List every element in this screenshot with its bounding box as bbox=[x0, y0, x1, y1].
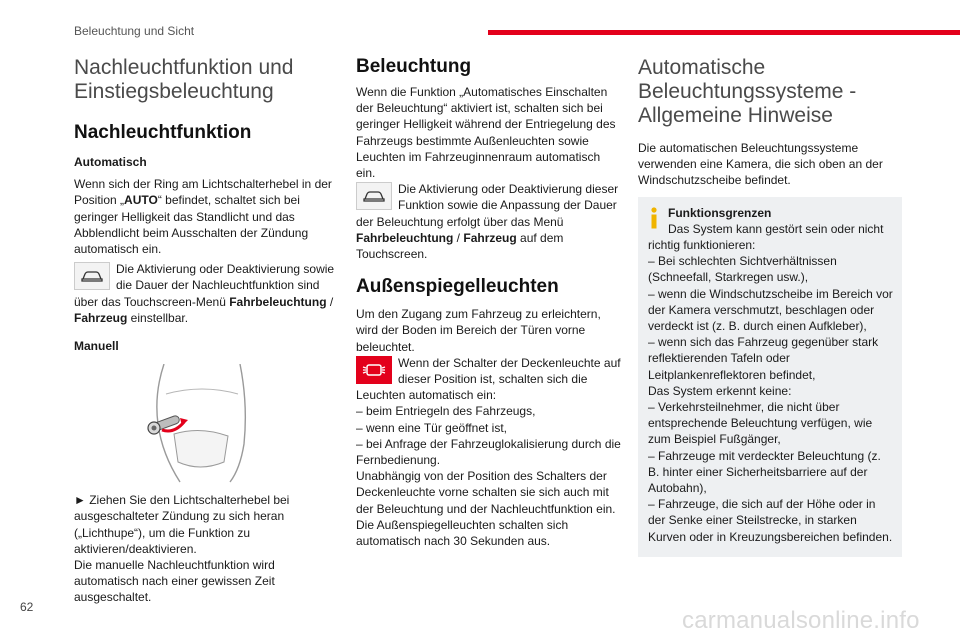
car-icon bbox=[74, 262, 110, 290]
paragraph-auto-1: Wenn sich der Ring am Lichtschalterhebel in der Position „AUTO“ befindet, schaltet sich bei geringer Helligkeit das Standlicht und das Abblendlicht beim Ausschalten der Zündung automatisch ein. bbox=[74, 177, 332, 257]
mirror-light-icon bbox=[356, 356, 392, 384]
header-title: Beleuchtung und Sicht bbox=[74, 24, 195, 38]
paragraph-kamera: Die automatischen Beleuchtungssysteme verwenden eine Kamera, die sich oben an der Windschutzscheibe befindet. bbox=[638, 141, 883, 188]
subheading-automatisch: Automatisch bbox=[74, 155, 147, 169]
paragraph-manual-2: Die manuelle Nachleuchtfunktion wird automatisch nach einer gewissen Zeit ausgeschaltet. bbox=[74, 558, 275, 605]
list-item: – Bei schlechten Sichtverhältnissen (Schneefall, Starkregen usw.), bbox=[648, 254, 837, 285]
section-title-nachleuchtfunktion: Nachleuchtfunktion und Einstiegsbeleuchtung bbox=[74, 56, 294, 103]
list-item: – beim Entriegeln des Fahrzeugs, bbox=[356, 404, 536, 419]
paragraph-spiegel-4: Die Außenspiegelleuchten schalten sich automatisch nach 30 Sekunden aus. bbox=[356, 517, 569, 549]
list-item: – wenn eine Tür geöffnet ist, bbox=[356, 420, 507, 435]
list-item: – bei Anfrage der Fahrzeuglokalisierung durch die Fernbedienung. bbox=[356, 436, 621, 468]
watermark: carmanualsonline.info bbox=[682, 607, 920, 634]
list-item: – Verkehrsteilnehmer, die nicht über entsprechende Beleuchtung verfügen, wie zum Beispiel Fußgänger, bbox=[648, 400, 873, 447]
header-accent-bar bbox=[488, 30, 960, 35]
paragraph-beleuchtung-1: Wenn die Funktion „Automatisches Einschalten der Beleuchtung“ aktiviert ist, schalten sich bei geringer Helligkeit während der Entriegelung des Fahrzeugs bestimmte Außenleuchten sowie Leuchten im Fahrzeuginnenraum automatisch ein. bbox=[356, 85, 616, 181]
column-right bbox=[638, 56, 902, 557]
steering-wheel-lever-illustration bbox=[144, 364, 254, 484]
paragraph-spiegel-1: Um den Zugang zum Fahrzeug zu erleichtern, wird der Boden im Bereich der Türen vorne beleuchtet. bbox=[356, 307, 601, 354]
paragraph-auto-2: Die Aktivierung oder Deaktivierung sowie die Dauer der Nachleuchtfunktion sind über das Touchscreen-Menü Fahrbeleuchtung / Fahrzeug einstellbar. bbox=[74, 262, 335, 325]
heading-nachleuchtfunktion: Nachleuchtfunktion bbox=[74, 122, 252, 143]
subheading-manuell: Manuell bbox=[74, 339, 119, 354]
info-paragraph-2: Das System erkennt keine: bbox=[648, 383, 792, 398]
list-item: – Fahrzeuge mit verdeckter Beleuchtung (z. B. hinter einer Sicherheitsbarriere auf der Autobahn), bbox=[648, 448, 881, 496]
list-item: – Fahrzeuge, die sich auf der Höhe oder in der Senke einer Steilstrecke, in starken Kurven oder in Kreuzungsbereichen befinden. bbox=[648, 497, 893, 544]
paragraph-beleuchtung-2: Die Aktivierung oder Deaktivierung dieser Funktion sowie die Anpassung der Dauer der Beleuchtung erfolgt über das Menü Fahrbeleuchtung / Fahrzeug auf dem Touchscreen. bbox=[356, 182, 619, 262]
column-left bbox=[74, 56, 340, 606]
info-title: Funktionsgrenzen bbox=[668, 205, 772, 220]
info-icon bbox=[648, 207, 660, 229]
column-middle bbox=[356, 56, 621, 549]
paragraph-spiegel-3: Unabhängig von der Position des Schalters der Deckenleuchte vorne schalten sie sich auch mit der Beleuchtung und der Nachleuchtfunktion ein. bbox=[356, 469, 616, 516]
paragraph-manual-1: ► Ziehen Sie den Lichtschalterhebel bei ausgeschalteter Zündung zu sich heran („Lichthupe“), um die Funktion zu aktivieren/deaktivieren. bbox=[74, 493, 290, 556]
heading-aussenspiegelleuchten: Außenspiegelleuchten bbox=[356, 276, 559, 298]
paragraph-spiegel-2: Wenn der Schalter der Deckenleuchte auf dieser Position ist, schalten sich die Leuchten automatisch ein: bbox=[356, 355, 621, 403]
section-title-automatische-beleuchtung: Automatische Beleuchtungssysteme - Allgemeine Hinweise bbox=[638, 56, 857, 127]
list-item: – wenn sich das Fahrzeug gegenüber stark reflektierenden Tafeln oder Leitplankenreflektoren befindet, bbox=[648, 335, 879, 382]
page-number: 62 bbox=[20, 600, 34, 614]
info-paragraph-1: Das System kann gestört sein oder nicht richtig funktionieren: bbox=[648, 221, 884, 253]
info-box-funktionsgrenzen bbox=[638, 197, 902, 557]
list-item: – wenn die Windschutzscheibe im Bereich vor der Kamera verschmutzt, beschlagen oder verdeckt ist (z. B. durch einen Aufkleber), bbox=[648, 286, 893, 334]
car-icon bbox=[356, 182, 392, 210]
heading-beleuchtung: Beleuchtung bbox=[356, 56, 472, 77]
